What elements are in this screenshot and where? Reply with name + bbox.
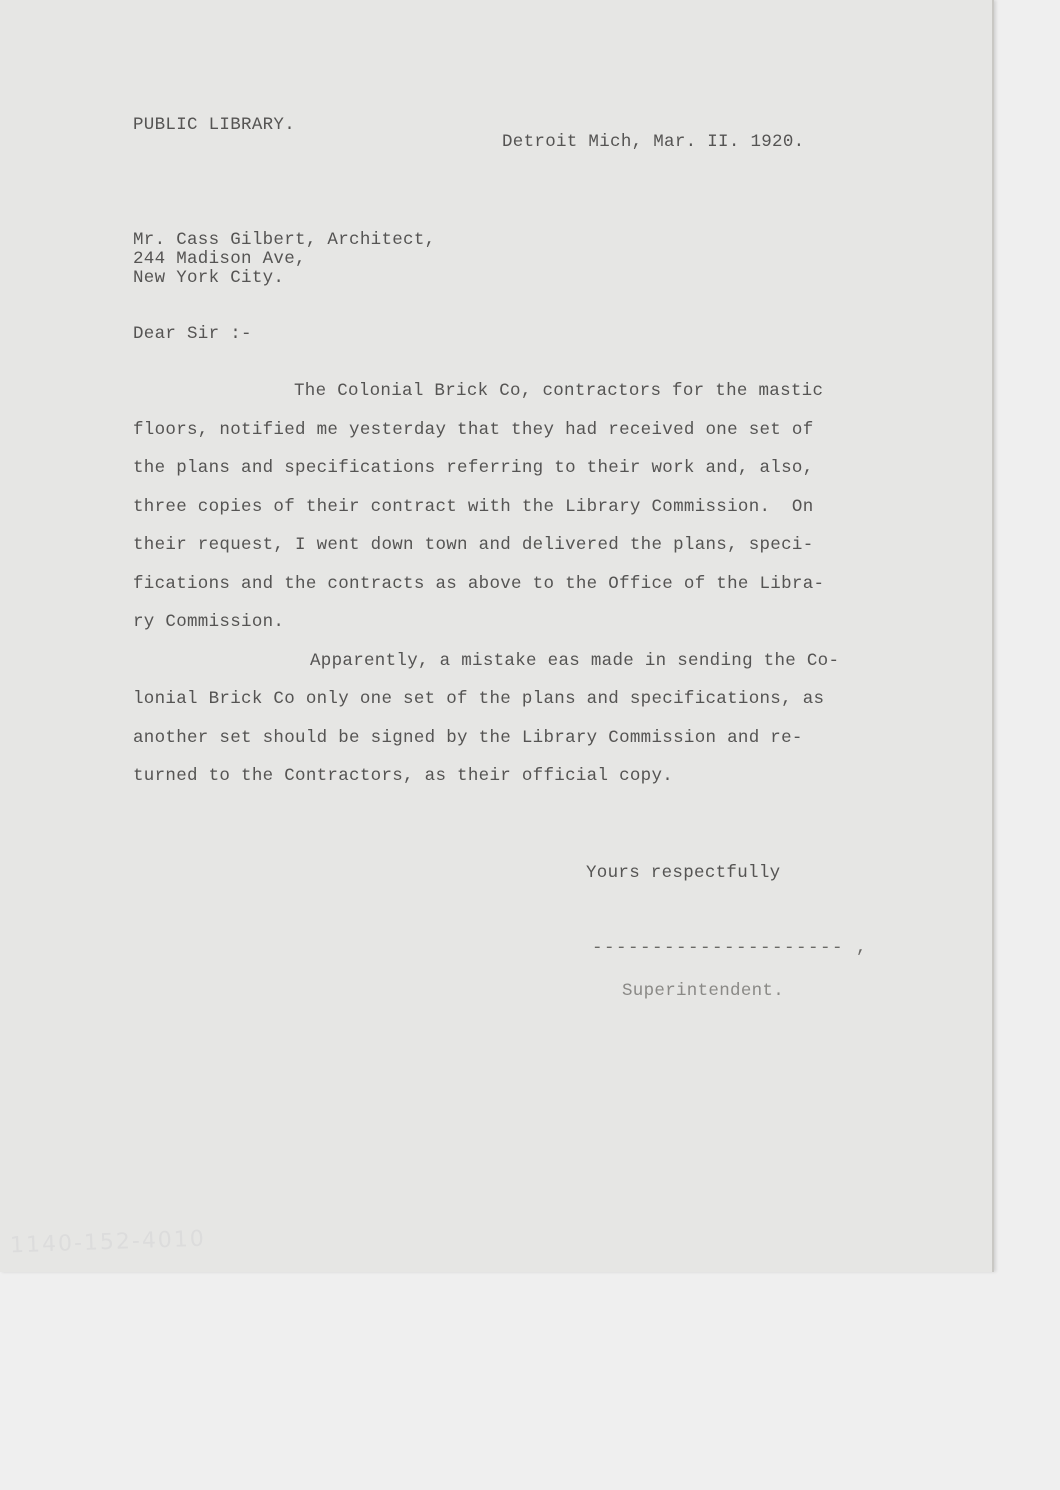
archive-pencil-mark: 1140-152-4010	[9, 1226, 207, 1259]
salutation: Dear Sir :-	[133, 324, 252, 344]
dateline: Detroit Mich, Mar. II. 1920.	[502, 132, 805, 152]
closing: Yours respectfully	[586, 863, 781, 883]
body-line-2: floors, notified me yesterday that they had received one set of	[133, 420, 814, 440]
body-line-8: Apparently, a mistake eas made in sending the Co-	[310, 651, 840, 671]
recipient-line-street: 244 Madison Ave,	[133, 249, 306, 269]
body-line-7: ry Commission.	[133, 612, 285, 632]
body-line-4: three copies of their contract with the Library Commission. On	[133, 497, 814, 517]
body-line-3: the plans and specifications referring to their work and, also,	[133, 458, 814, 478]
body-line-6: fications and the contracts as above to the Office of the Libra-	[133, 574, 825, 594]
recipient-line-city: New York City.	[133, 268, 285, 288]
signature-line: --------------------- ,	[592, 938, 869, 958]
letterhead: PUBLIC LIBRARY.	[133, 115, 296, 135]
body-line-10: another set should be signed by the Library Commission and re-	[133, 728, 803, 748]
recipient-line-name: Mr. Cass Gilbert, Architect,	[133, 230, 436, 250]
body-line-11: turned to the Contractors, as their official copy.	[133, 766, 674, 786]
signature-title: Superintendent.	[622, 981, 785, 1001]
body-line-5: their request, I went down town and delivered the plans, speci-	[133, 535, 814, 555]
body-line-1: The Colonial Brick Co, contractors for the mastic	[294, 381, 824, 401]
body-line-9: lonial Brick Co only one set of the plans and specifications, as	[133, 689, 825, 709]
